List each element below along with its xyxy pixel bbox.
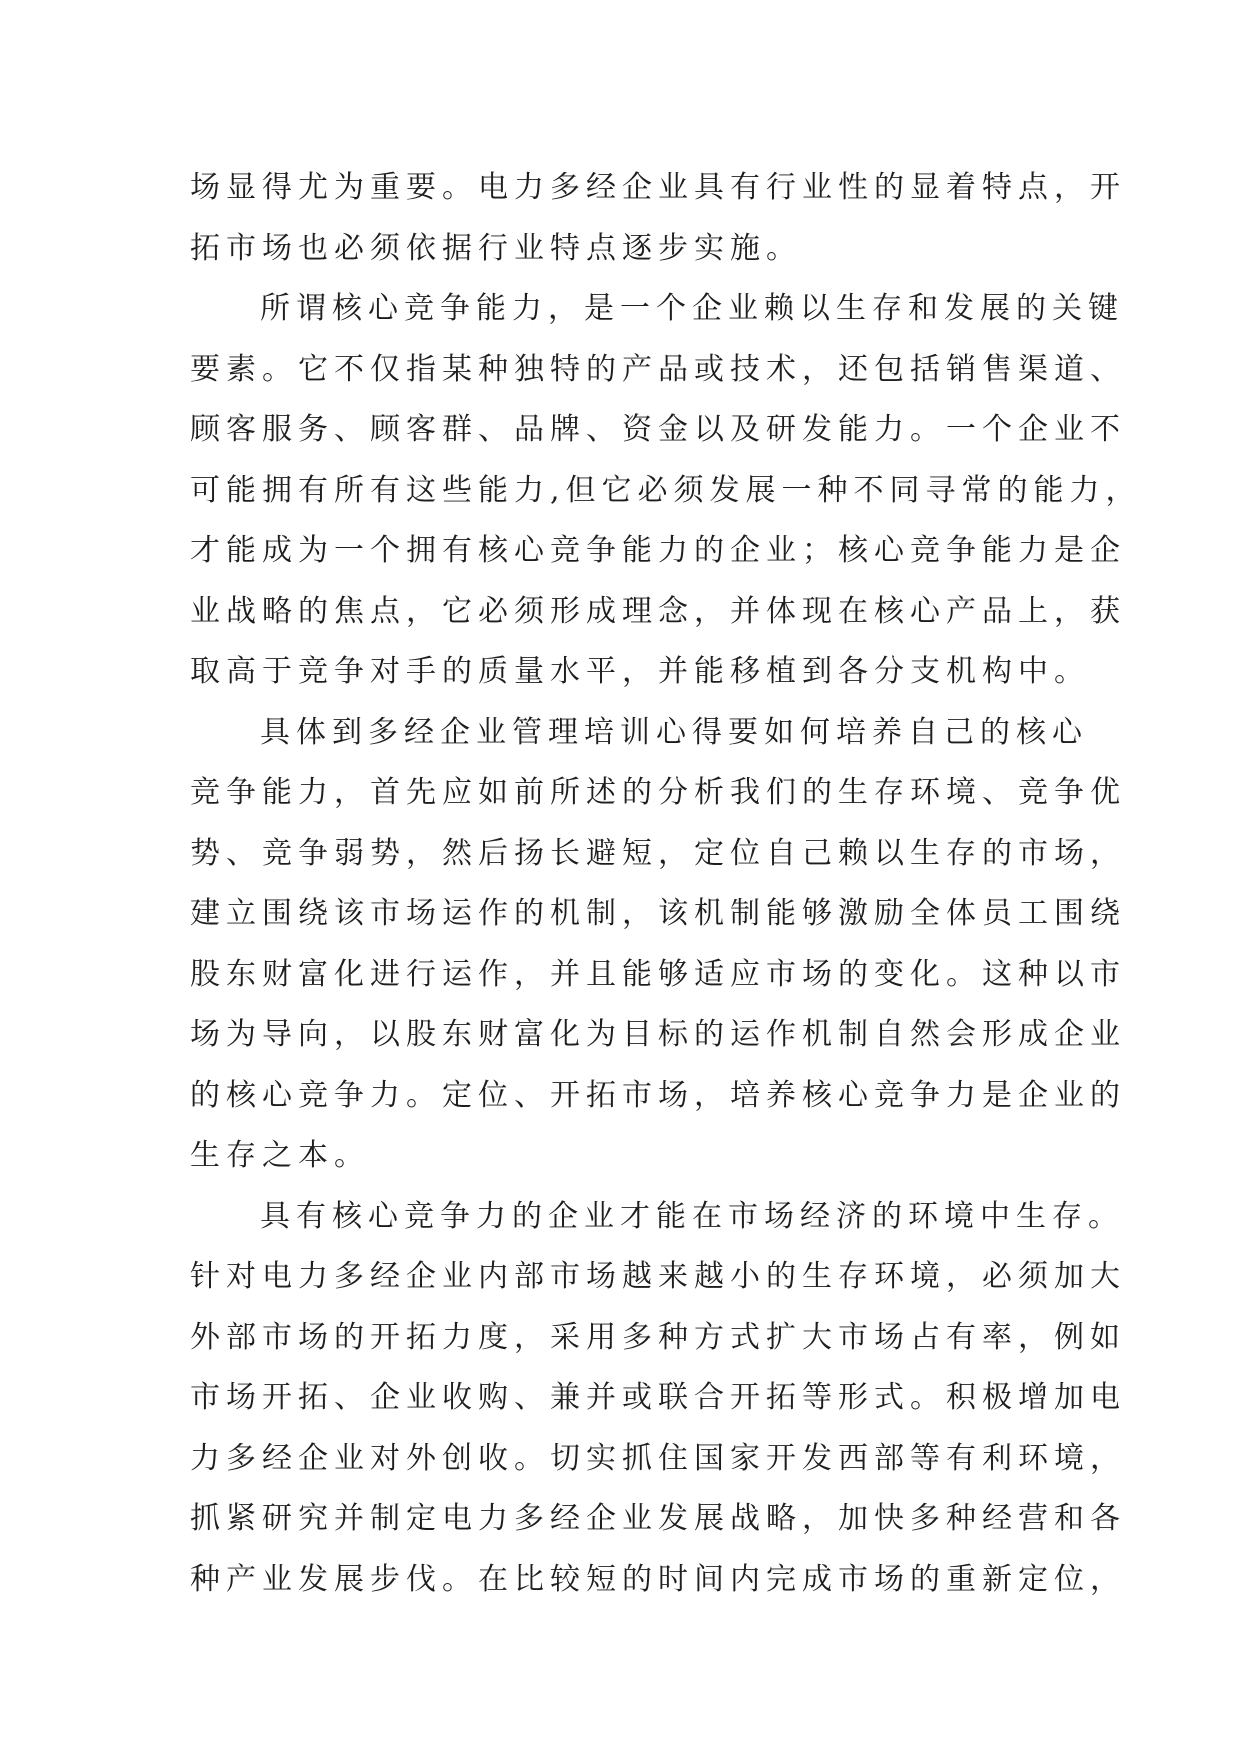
text-line-paragraph-start: 所谓核心竞争能力，是一个企业赖以生存和发展的关键 [260,291,1124,326]
text-line: 场为导向，以股东财富化为目标的运作机制自然会形成企业 [190,1017,1126,1052]
text-line: 拓市场也必须依据行业特点逐步实施。 [190,230,802,266]
text-line: 抓紧研究并制定电力多经企业发展战略，加快多种经营和各 [190,1501,1126,1536]
text-line: 的核心竞争力。定位、开拓市场，培养核心竞争力是企业的 [190,1077,1126,1113]
body-text [190,158,1142,1610]
text-line: 外部市场的开拓力度，采用多种方式扩大市场占有率，例如 [190,1319,1126,1355]
text-line: 势、竞争弱势，然后扬长避短，定位自己赖以生存的市场， [190,835,1126,871]
text-line: 市场开拓、企业收购、兼并或联合开拓等形式。积极增加电 [190,1380,1126,1415]
text-line: 要素。它不仅指某种独特的产品或技术，还包括销售渠道、 [190,351,1126,387]
text-line: 可能拥有所有这些能力,但它必须发展一种不同寻常的能力， [190,472,1142,508]
text-line: 力多经企业对外创收。切实抓住国家开发西部等有利环境， [190,1440,1126,1476]
text-line: 顾客服务、顾客群、品牌、资金以及研发能力。一个企业不 [190,412,1126,447]
text-line: 种产业发展步伐。在比较短的时间内完成市场的重新定位， [190,1561,1126,1597]
text-line-paragraph-start: 具体到多经企业管理培训心得要如何培养自己的核心 [260,714,1088,750]
text-line: 竞争能力，首先应如前所述的分析我们的生存环境、竞争优 [190,775,1126,810]
text-line: 建立围绕该市场运作的机制，该机制能够激励全体员工围绕 [190,896,1126,931]
text-line: 针对电力多经企业内部市场越来越小的生存环境，必须加大 [190,1259,1126,1294]
text-line: 取高于竞争对手的质量水平，并能移植到各分支机构中。 [190,654,1090,689]
text-line: 才能成为一个拥有核心竞争能力的企业；核心竞争能力是企 [190,533,1126,568]
text-line: 生存之本。 [190,1138,370,1173]
text-line: 场显得尤为重要。电力多经企业具有行业性的显着特点，开 [190,170,1126,205]
text-line: 股东财富化进行运作，并且能够适应市场的变化。这种以市 [190,956,1126,992]
text-line: 业战略的焦点，它必须形成理念，并体现在核心产品上，获 [190,593,1126,629]
text-line-paragraph-start: 具有核心竞争力的企业才能在市场经济的环境中生存。 [260,1198,1124,1234]
